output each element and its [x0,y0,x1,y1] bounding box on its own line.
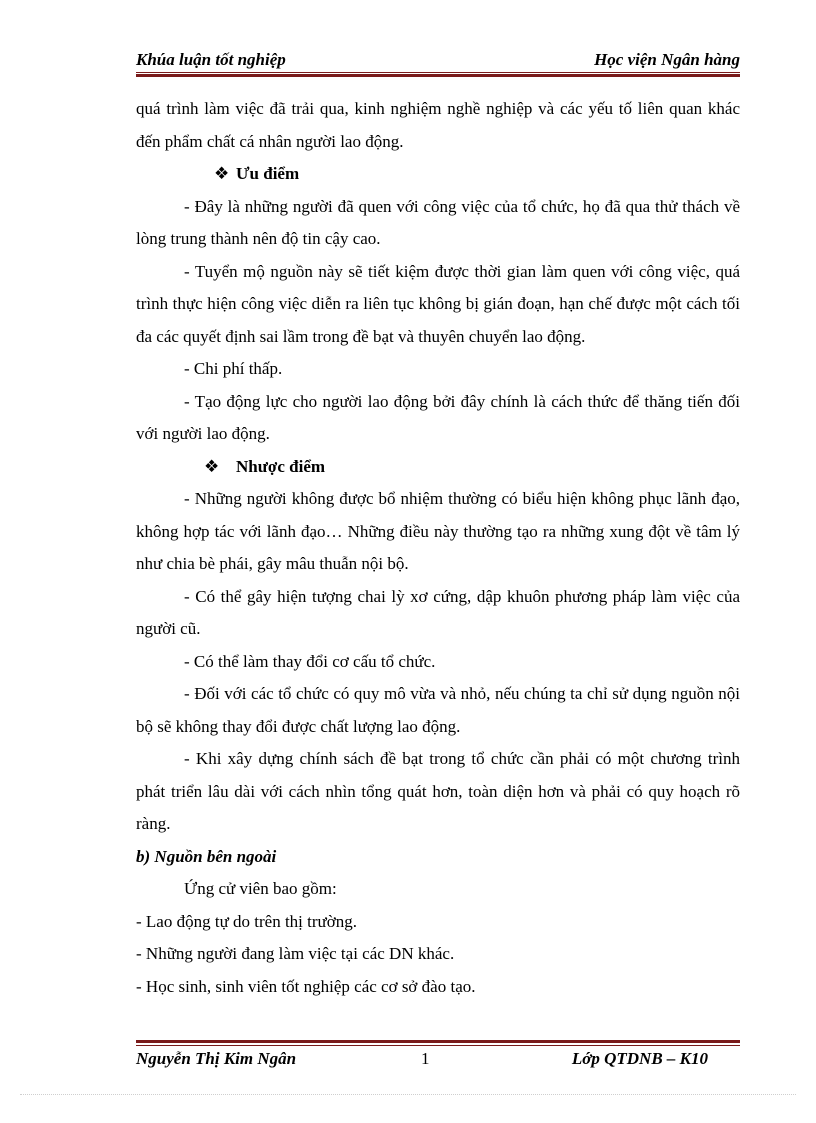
advantage-item: - Tuyển mộ nguồn này sẽ tiết kiệm được thời gian làm quen với công việc, quá trình thực hiện công việc diễn ra liên tục không bị gián đoạn, hạn chế được một cách tối đa các quyết định sai lầm trong đề bạt và thuyên chuyển lao động. [136,261,740,346]
footer-class: Lớp QTDNB – K10 [571,1049,708,1068]
disadvantages-heading [136,451,740,484]
header-institution: Học viện Ngân hàng [594,50,740,69]
page-header [136,50,740,72]
advantage-item: - Đây là những người đã quen với công việc của tổ chức, họ đã qua thử thách về lòng trung thành nên độ tin cậy cao. [136,196,740,248]
disadvantages-title: Nhược điểm [236,456,326,476]
page-body [136,93,740,1003]
diamond-bullet-icon: ❖ [214,164,230,183]
disadvantage-item: - Khi xây dựng chính sách đề bạt trong tổ chức cần phải có một chương trình phát triển lâu dài với cách nhìn tổng quát hơn, toàn diện hơn và phải có quy hoạch rõ ràng. [136,749,740,833]
header-thesis-title: Khúa luận tốt nghiệp [136,50,286,69]
advantages-heading [136,158,740,191]
footer-divider-thin [136,1045,740,1046]
disadvantage-item: - Có thể gây hiện tượng chai lỳ xơ cứng, dập khuôn phương pháp làm việc của người cũ. [136,586,740,638]
header-divider-thin [136,72,740,73]
advantage-item: - Tạo động lực cho người lao động bởi đây chính là cách thức để thăng tiến đối với người lao động. [136,391,740,443]
advantages-title: Ưu điểm [236,164,300,183]
page-number: 1 [421,1049,430,1068]
intro-paragraph: quá trình làm việc đã trải qua, kinh nghiệm nghề nghiệp và các yếu tố liên quan khác đến phẩm chất cá nhân người lao động. [136,99,740,151]
disadvantage-item: - Có thể làm thay đổi cơ cấu tổ chức. [184,651,436,671]
candidates-intro: Ứng cử viên bao gồm: [184,879,337,898]
section-b-heading: b) Nguồn bên ngoài [136,846,277,866]
footer-author: Nguyễn Thị Kim Ngân [136,1049,297,1068]
header-divider-thick [136,74,740,77]
candidate-item: - Học sinh, sinh viên tốt nghiệp các cơ sở đào tạo. [136,976,476,996]
footer-divider-thick [136,1040,740,1043]
diamond-bullet-icon: ❖ [204,456,220,476]
disadvantage-item: - Những người không được bổ nhiệm thường có biểu hiện không phục lãnh đạo, không hợp tác với lãnh đạo… Những điều này thường tạo ra những xung đột về tâm lý như chia bè phái, gây mâu thuẫn nội bộ. [136,489,740,573]
candidate-item: - Lao động tự do trên thị trường. [136,911,357,931]
disadvantage-item: - Đối với các tổ chức có quy mô vừa và nhỏ, nếu chúng ta chỉ sử dụng nguồn nội bộ sẽ không thay đổi được chất lượng lao động. [136,684,740,736]
advantage-item: - Chi phí thấp. [184,359,283,378]
candidate-item: - Những người đang làm việc tại các DN khác. [136,944,455,963]
page-footer [136,1049,740,1071]
page-bottom-edge [20,1094,796,1095]
